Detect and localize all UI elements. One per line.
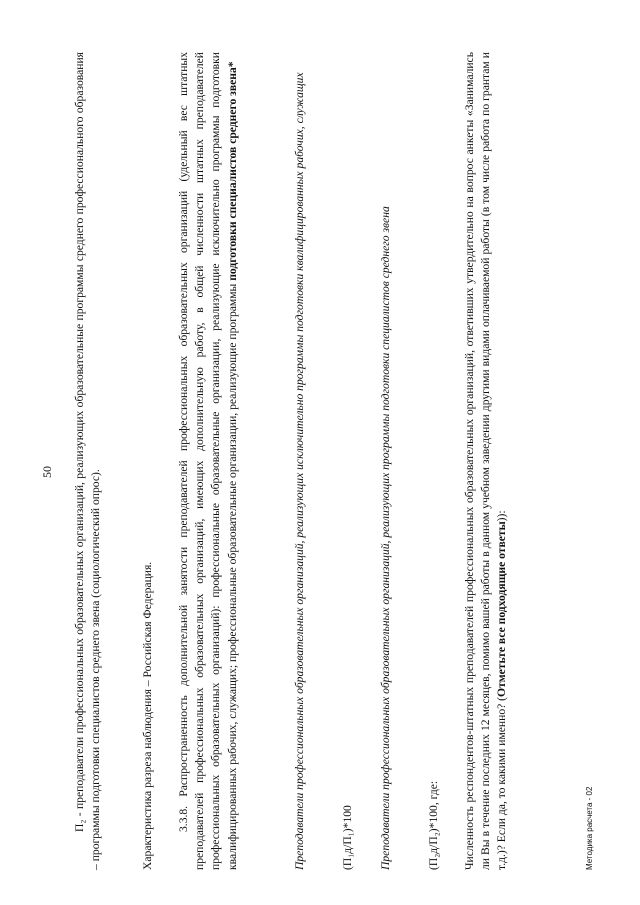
paragraph-p2-definition: П₂ - преподаватели профессиональных образовательных организаций, реализующих образовательные программы среднего профессионального образования – программы подготовки специалистов среднего звена (социологический опрос). [73,52,103,870]
subheading-workers-programs: Преподаватели профессиональных образовательных организаций, реализующих исключительно программы подготовки квалифицированных рабочих, служащих [293,72,306,870]
rotated-content [0,40,600,880]
respondents-text: Численность респондентов-штатных преподавателей профессиональных образовательных организаций, ответивших утвердительно на вопрос анкеты «Занимались ли Вы в течение последних 12 месяцев, помимо вашей работы в данном учебном заведении другими видами оплачиваемой работы (в том числе работа по грантам и т.д.)? Если да, то какими именно? ( [463,52,509,870]
subheading-specialists-programs: Преподаватели профессиональных образовательных организаций, реализующих программы подготовки специалистов среднего звена [379,206,392,870]
page-number: 50 [40,466,54,478]
indicator-text: 3.3.8. Распространенность дополнительной занятости преподавателей профессиональных образовательных организаций (удельный вес штатных преподавателей профессиональных образовательных организаций, имеющих дополнительную работу, в общей численности штатных преподавателей профессиональных образовательных организаций): профессиональные образовательные организации, реализующие исключительно программы подготовки квалифицированных рабочих, служащих; профессиональные образовательные организации, реализующие программы [177,52,239,870]
paragraph-section-characteristic: Характеристика разреза наблюдения – Российская Федерация. [141,561,154,870]
formula-1: (П₁д/П₁)*100 [341,805,354,870]
paragraph-indicator-3-3-8 [176,52,241,870]
indicator-text-bold: подготовки специалистов среднего звена* [225,61,239,281]
respondents-text-end: )): [495,510,509,522]
respondents-text-bold: Отметьте все подходящие ответы [495,521,509,697]
footer-label: Методика расчета - 02 [585,786,594,870]
formula-2: (П₂д/П₂)*100, где: [427,780,440,870]
paragraph-respondents [462,52,511,870]
